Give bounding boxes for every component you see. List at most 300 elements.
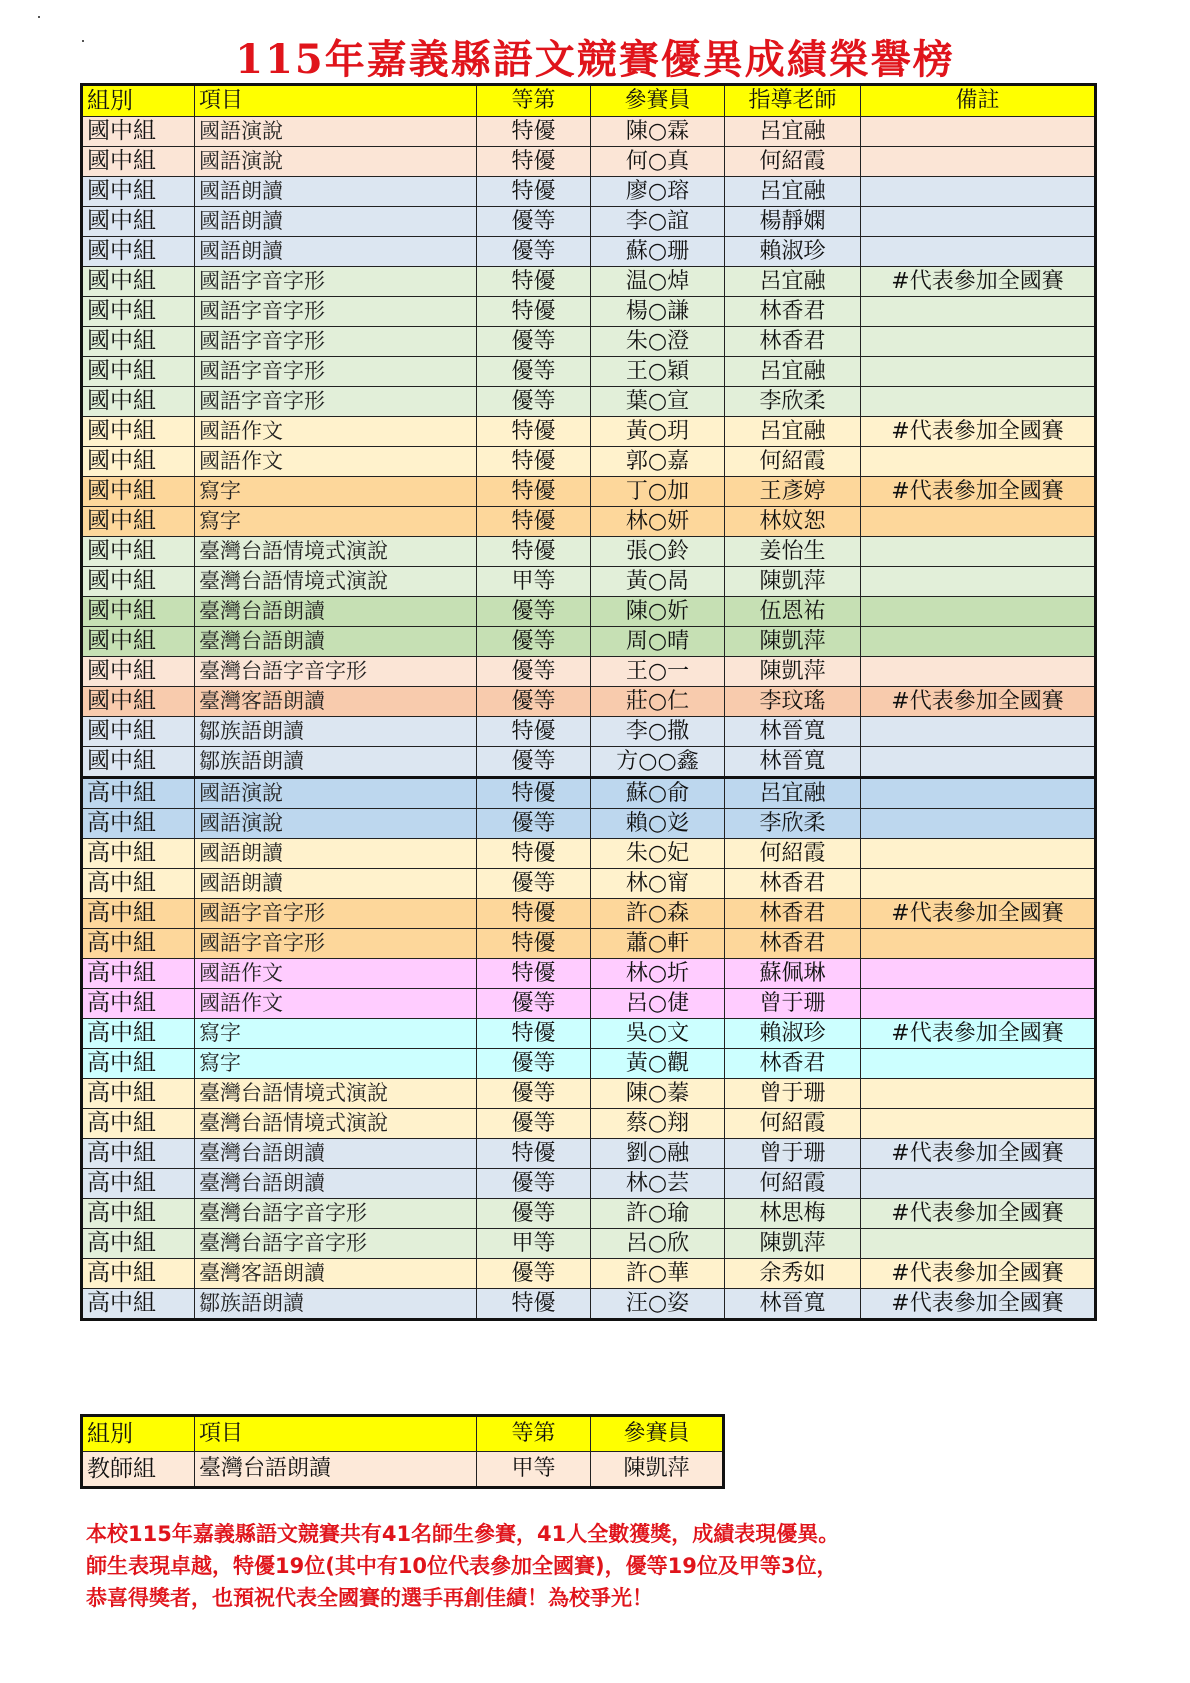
note-cell bbox=[861, 717, 1096, 747]
item-cell: 臺灣台語情境式演說 bbox=[195, 1079, 477, 1109]
note-cell: #代表參加全國賽 bbox=[861, 1019, 1096, 1049]
rank-cell: 優等 bbox=[477, 809, 591, 839]
table-header-row bbox=[82, 85, 1096, 117]
table-row bbox=[82, 597, 1096, 627]
group-cell: 高中組 bbox=[82, 899, 195, 929]
student-cell: 蘇○珊 bbox=[591, 237, 725, 267]
table-row bbox=[82, 1229, 1096, 1259]
rank-cell: 優等 bbox=[477, 1199, 591, 1229]
group-cell: 高中組 bbox=[82, 959, 195, 989]
item-cell: 臺灣客語朗讀 bbox=[195, 687, 477, 717]
note-cell bbox=[861, 447, 1096, 477]
note-cell bbox=[861, 537, 1096, 567]
teacher-cell: 林香君 bbox=[725, 1049, 861, 1079]
teacher-cell: 伍恩祐 bbox=[725, 597, 861, 627]
item-cell: 國語作文 bbox=[195, 959, 477, 989]
teacher-cell: 蘇佩琳 bbox=[725, 959, 861, 989]
rank-cell: 優等 bbox=[477, 747, 591, 778]
table-row bbox=[82, 477, 1096, 507]
teacher-group-table bbox=[80, 1414, 725, 1489]
student-cell: 方○○鑫 bbox=[591, 747, 725, 778]
note-cell bbox=[861, 1169, 1096, 1199]
group-cell: 國中組 bbox=[82, 207, 195, 237]
group-cell: 國中組 bbox=[82, 177, 195, 207]
student-cell: 陳○蓁 bbox=[591, 1079, 725, 1109]
group-cell: 國中組 bbox=[82, 357, 195, 387]
teacher-cell: 呂宜融 bbox=[725, 267, 861, 297]
student-cell: 林○妍 bbox=[591, 507, 725, 537]
item-cell: 臺灣台語字音字形 bbox=[195, 1199, 477, 1229]
student-cell: 丁○加 bbox=[591, 477, 725, 507]
rank-cell: 特優 bbox=[477, 177, 591, 207]
group-cell: 國中組 bbox=[82, 117, 195, 147]
teacher-cell: 呂宜融 bbox=[725, 778, 861, 809]
note-cell: #代表參加全國賽 bbox=[861, 267, 1096, 297]
item-cell: 臺灣客語朗讀 bbox=[195, 1259, 477, 1289]
rank-cell: 優等 bbox=[477, 687, 591, 717]
table-row bbox=[82, 147, 1096, 177]
scan-speck bbox=[38, 16, 40, 18]
rank-cell: 特優 bbox=[477, 267, 591, 297]
student-cell: 林○芸 bbox=[591, 1169, 725, 1199]
student-cell: 莊○仁 bbox=[591, 687, 725, 717]
teacher-cell: 呂宜融 bbox=[725, 357, 861, 387]
student-cell: 朱○妃 bbox=[591, 839, 725, 869]
table-row bbox=[82, 117, 1096, 147]
item-cell: 國語字音字形 bbox=[195, 327, 477, 357]
rank-cell: 優等 bbox=[477, 387, 591, 417]
note-cell bbox=[861, 237, 1096, 267]
table-row bbox=[82, 989, 1096, 1019]
teacher-cell: 林香君 bbox=[725, 327, 861, 357]
item-cell: 國語字音字形 bbox=[195, 899, 477, 929]
item-cell: 寫字 bbox=[195, 477, 477, 507]
note-cell: #代表參加全國賽 bbox=[861, 417, 1096, 447]
note-cell bbox=[861, 1109, 1096, 1139]
table-row bbox=[82, 1199, 1096, 1229]
rank-cell: 優等 bbox=[477, 207, 591, 237]
note-cell bbox=[861, 117, 1096, 147]
student-cell: 許○森 bbox=[591, 899, 725, 929]
note-cell bbox=[861, 869, 1096, 899]
group-cell: 國中組 bbox=[82, 417, 195, 447]
summary-line: 恭喜得獎者，也預祝代表全國賽的選手再創佳績！為校爭光！ bbox=[86, 1586, 653, 1610]
student-cell: 吳○文 bbox=[591, 1019, 725, 1049]
note-cell: #代表參加全國賽 bbox=[861, 899, 1096, 929]
rank-cell: 特優 bbox=[477, 1139, 591, 1169]
rank-cell: 特優 bbox=[477, 929, 591, 959]
teacher-cell: 林晉寬 bbox=[725, 747, 861, 778]
teacher-cell: 曾于珊 bbox=[725, 1139, 861, 1169]
item-cell: 國語作文 bbox=[195, 447, 477, 477]
group-cell: 國中組 bbox=[82, 447, 195, 477]
note-cell bbox=[861, 327, 1096, 357]
item-cell: 國語作文 bbox=[195, 989, 477, 1019]
student-cell: 温○焯 bbox=[591, 267, 725, 297]
note-cell bbox=[861, 929, 1096, 959]
teacher-cell: 林香君 bbox=[725, 929, 861, 959]
group-cell: 國中組 bbox=[82, 267, 195, 297]
rank-cell: 特優 bbox=[477, 839, 591, 869]
group-cell: 高中組 bbox=[82, 1169, 195, 1199]
note-cell bbox=[861, 959, 1096, 989]
student-cell: 廖○瑢 bbox=[591, 177, 725, 207]
student-cell: 蔡○翔 bbox=[591, 1109, 725, 1139]
table-row bbox=[82, 778, 1096, 809]
student-cell: 黃○觀 bbox=[591, 1049, 725, 1079]
table-row bbox=[82, 297, 1096, 327]
group-cell: 國中組 bbox=[82, 327, 195, 357]
item-cell: 國語朗讀 bbox=[195, 207, 477, 237]
teacher-cell: 姜怡生 bbox=[725, 537, 861, 567]
item-cell: 國語演說 bbox=[195, 809, 477, 839]
note-cell: #代表參加全國賽 bbox=[861, 1289, 1096, 1320]
table-row bbox=[82, 1289, 1096, 1320]
note-cell bbox=[861, 809, 1096, 839]
teacher-cell: 何紹霞 bbox=[725, 147, 861, 177]
table-row bbox=[82, 869, 1096, 899]
item-cell: 臺灣台語朗讀 bbox=[195, 1169, 477, 1199]
table-row bbox=[82, 537, 1096, 567]
table-row bbox=[82, 687, 1096, 717]
item-cell: 國語字音字形 bbox=[195, 929, 477, 959]
rank-cell: 特優 bbox=[477, 537, 591, 567]
table-row bbox=[82, 839, 1096, 869]
rank-cell: 特優 bbox=[477, 297, 591, 327]
group-cell: 高中組 bbox=[82, 1289, 195, 1320]
student-cell: 許○瑜 bbox=[591, 1199, 725, 1229]
item-cell: 鄒族語朗讀 bbox=[195, 747, 477, 778]
table-row bbox=[82, 657, 1096, 687]
student-cell: 林○圻 bbox=[591, 959, 725, 989]
table-row bbox=[82, 809, 1096, 839]
item-cell: 國語朗讀 bbox=[195, 839, 477, 869]
teacher-cell: 呂宜融 bbox=[725, 417, 861, 447]
group-cell: 高中組 bbox=[82, 809, 195, 839]
student-cell: 王○穎 bbox=[591, 357, 725, 387]
teacher-cell: 何紹霞 bbox=[725, 447, 861, 477]
rank-cell: 特優 bbox=[477, 447, 591, 477]
item-cell: 國語字音字形 bbox=[195, 267, 477, 297]
summary-text bbox=[86, 1518, 1146, 1614]
group-cell: 國中組 bbox=[82, 627, 195, 657]
table-row bbox=[82, 717, 1096, 747]
item-cell: 寫字 bbox=[195, 1049, 477, 1079]
rank-cell: 優等 bbox=[477, 357, 591, 387]
group-cell: 國中組 bbox=[82, 537, 195, 567]
group-cell: 高中組 bbox=[82, 1199, 195, 1229]
rank-cell: 優等 bbox=[477, 597, 591, 627]
teacher-cell: 李欣柔 bbox=[725, 387, 861, 417]
teacher-cell: 林香君 bbox=[725, 869, 861, 899]
table-row bbox=[82, 267, 1096, 297]
student-cell: 朱○澄 bbox=[591, 327, 725, 357]
note-cell bbox=[861, 567, 1096, 597]
note-cell: #代表參加全國賽 bbox=[861, 1259, 1096, 1289]
teacher-header-rank: 等第 bbox=[477, 1416, 591, 1452]
student-cell: 李○撒 bbox=[591, 717, 725, 747]
table-row bbox=[82, 959, 1096, 989]
student-cell: 陳○霖 bbox=[591, 117, 725, 147]
table-row bbox=[82, 747, 1096, 778]
item-cell: 臺灣台語情境式演說 bbox=[195, 1109, 477, 1139]
group-cell: 高中組 bbox=[82, 1229, 195, 1259]
item-cell: 臺灣台語字音字形 bbox=[195, 1229, 477, 1259]
table-row bbox=[82, 327, 1096, 357]
table-row bbox=[82, 507, 1096, 537]
teacher-cell: 何紹霞 bbox=[725, 1109, 861, 1139]
rank-cell: 特優 bbox=[477, 959, 591, 989]
group-cell: 國中組 bbox=[82, 747, 195, 778]
teacher-cell: 林妏恕 bbox=[725, 507, 861, 537]
teacher-item-cell: 臺灣台語朗讀 bbox=[195, 1452, 477, 1488]
item-cell: 國語演說 bbox=[195, 147, 477, 177]
teacher-header-item: 項目 bbox=[195, 1416, 477, 1452]
header-teacher: 指導老師 bbox=[725, 85, 861, 117]
group-cell: 國中組 bbox=[82, 657, 195, 687]
student-cell: 李○誼 bbox=[591, 207, 725, 237]
group-cell: 國中組 bbox=[82, 147, 195, 177]
header-rank: 等第 bbox=[477, 85, 591, 117]
rank-cell: 特優 bbox=[477, 717, 591, 747]
student-cell: 王○一 bbox=[591, 657, 725, 687]
student-cell: 張○鈴 bbox=[591, 537, 725, 567]
student-cell: 蘇○俞 bbox=[591, 778, 725, 809]
item-cell: 國語字音字形 bbox=[195, 297, 477, 327]
group-cell: 高中組 bbox=[82, 839, 195, 869]
table-row bbox=[82, 387, 1096, 417]
teacher-cell: 何紹霞 bbox=[725, 1169, 861, 1199]
item-cell: 國語演說 bbox=[195, 778, 477, 809]
group-cell: 國中組 bbox=[82, 717, 195, 747]
student-cell: 陳○妡 bbox=[591, 597, 725, 627]
table-row bbox=[82, 899, 1096, 929]
table-row bbox=[82, 627, 1096, 657]
item-cell: 國語朗讀 bbox=[195, 237, 477, 267]
rank-cell: 甲等 bbox=[477, 1229, 591, 1259]
rank-cell: 優等 bbox=[477, 627, 591, 657]
teacher-cell: 陳凱萍 bbox=[725, 1229, 861, 1259]
teacher-cell: 陳凱萍 bbox=[725, 627, 861, 657]
teacher-table-row bbox=[82, 1452, 724, 1488]
note-cell bbox=[861, 747, 1096, 778]
note-cell bbox=[861, 207, 1096, 237]
teacher-cell: 林香君 bbox=[725, 899, 861, 929]
header-item: 項目 bbox=[195, 85, 477, 117]
group-cell: 國中組 bbox=[82, 597, 195, 627]
header-student: 參賽員 bbox=[591, 85, 725, 117]
item-cell: 臺灣台語情境式演說 bbox=[195, 567, 477, 597]
group-cell: 高中組 bbox=[82, 1139, 195, 1169]
group-cell: 國中組 bbox=[82, 297, 195, 327]
rank-cell: 優等 bbox=[477, 237, 591, 267]
table-row bbox=[82, 929, 1096, 959]
summary-line: 師生表現卓越，特優19位(其中有10位代表參加全國賽)，優等19位及甲等3位， bbox=[86, 1554, 838, 1578]
table-row bbox=[82, 1259, 1096, 1289]
rank-cell: 甲等 bbox=[477, 567, 591, 597]
rank-cell: 優等 bbox=[477, 1109, 591, 1139]
rank-cell: 優等 bbox=[477, 1259, 591, 1289]
note-cell: #代表參加全國賽 bbox=[861, 687, 1096, 717]
table-row bbox=[82, 1139, 1096, 1169]
teacher-group-cell: 教師組 bbox=[82, 1452, 195, 1488]
teacher-cell: 呂宜融 bbox=[725, 177, 861, 207]
group-cell: 國中組 bbox=[82, 477, 195, 507]
teacher-participant-cell: 陳凱萍 bbox=[591, 1452, 724, 1488]
student-cell: 黃○玥 bbox=[591, 417, 725, 447]
student-cell: 許○華 bbox=[591, 1259, 725, 1289]
note-cell bbox=[861, 357, 1096, 387]
table-row bbox=[82, 567, 1096, 597]
note-cell bbox=[861, 177, 1096, 207]
group-cell: 國中組 bbox=[82, 387, 195, 417]
group-cell: 高中組 bbox=[82, 869, 195, 899]
table-row bbox=[82, 447, 1096, 477]
note-cell bbox=[861, 387, 1096, 417]
table-row bbox=[82, 417, 1096, 447]
item-cell: 臺灣台語字音字形 bbox=[195, 657, 477, 687]
item-cell: 鄒族語朗讀 bbox=[195, 1289, 477, 1320]
group-cell: 高中組 bbox=[82, 929, 195, 959]
item-cell: 國語朗讀 bbox=[195, 869, 477, 899]
rank-cell: 特優 bbox=[477, 117, 591, 147]
table-row bbox=[82, 1019, 1096, 1049]
honor-roll-table bbox=[80, 83, 1097, 1321]
note-cell bbox=[861, 1229, 1096, 1259]
student-cell: 汪○姿 bbox=[591, 1289, 725, 1320]
group-cell: 高中組 bbox=[82, 1109, 195, 1139]
group-cell: 高中組 bbox=[82, 1049, 195, 1079]
teacher-cell: 何紹霞 bbox=[725, 839, 861, 869]
rank-cell: 優等 bbox=[477, 327, 591, 357]
note-cell bbox=[861, 627, 1096, 657]
teacher-cell: 李玟瑤 bbox=[725, 687, 861, 717]
header-note: 備註 bbox=[861, 85, 1096, 117]
student-cell: 林○甯 bbox=[591, 869, 725, 899]
note-cell: #代表參加全國賽 bbox=[861, 477, 1096, 507]
table-row bbox=[82, 1049, 1096, 1079]
teacher-cell: 陳凱萍 bbox=[725, 567, 861, 597]
note-cell bbox=[861, 597, 1096, 627]
table-row bbox=[82, 1169, 1096, 1199]
teacher-header-group: 組別 bbox=[82, 1416, 195, 1452]
student-cell: 呂○欣 bbox=[591, 1229, 725, 1259]
teacher-cell: 陳凱萍 bbox=[725, 657, 861, 687]
item-cell: 寫字 bbox=[195, 507, 477, 537]
student-cell: 周○晴 bbox=[591, 627, 725, 657]
note-cell bbox=[861, 1079, 1096, 1109]
teacher-cell: 呂宜融 bbox=[725, 117, 861, 147]
item-cell: 臺灣台語朗讀 bbox=[195, 597, 477, 627]
student-cell: 楊○謙 bbox=[591, 297, 725, 327]
student-cell: 何○真 bbox=[591, 147, 725, 177]
rank-cell: 優等 bbox=[477, 989, 591, 1019]
group-cell: 高中組 bbox=[82, 778, 195, 809]
table-row bbox=[82, 207, 1096, 237]
item-cell: 國語字音字形 bbox=[195, 387, 477, 417]
item-cell: 鄒族語朗讀 bbox=[195, 717, 477, 747]
student-cell: 葉○宣 bbox=[591, 387, 725, 417]
teacher-cell: 余秀如 bbox=[725, 1259, 861, 1289]
note-cell bbox=[861, 839, 1096, 869]
item-cell: 國語演說 bbox=[195, 117, 477, 147]
teacher-cell: 林思梅 bbox=[725, 1199, 861, 1229]
group-cell: 高中組 bbox=[82, 1259, 195, 1289]
item-cell: 國語字音字形 bbox=[195, 357, 477, 387]
rank-cell: 優等 bbox=[477, 869, 591, 899]
summary-line: 本校115年嘉義縣語文競賽共有41名師生參賽，41人全數獲獎，成績表現優異。 bbox=[86, 1522, 840, 1546]
group-cell: 高中組 bbox=[82, 989, 195, 1019]
table-row bbox=[82, 1079, 1096, 1109]
note-cell bbox=[861, 1049, 1096, 1079]
rank-cell: 特優 bbox=[477, 477, 591, 507]
group-cell: 國中組 bbox=[82, 687, 195, 717]
student-cell: 郭○嘉 bbox=[591, 447, 725, 477]
student-cell: 劉○融 bbox=[591, 1139, 725, 1169]
note-cell bbox=[861, 989, 1096, 1019]
item-cell: 國語朗讀 bbox=[195, 177, 477, 207]
teacher-cell: 林晉寬 bbox=[725, 717, 861, 747]
item-cell: 寫字 bbox=[195, 1019, 477, 1049]
header-group: 組別 bbox=[82, 85, 195, 117]
rank-cell: 特優 bbox=[477, 1289, 591, 1320]
teacher-cell: 曾于珊 bbox=[725, 1079, 861, 1109]
item-cell: 國語作文 bbox=[195, 417, 477, 447]
student-cell: 呂○倢 bbox=[591, 989, 725, 1019]
page-title: 115年嘉義縣語文競賽優異成績榮譽榜 bbox=[235, 36, 955, 83]
teacher-cell: 曾于珊 bbox=[725, 989, 861, 1019]
table-row bbox=[82, 1109, 1096, 1139]
note-cell bbox=[861, 778, 1096, 809]
teacher-cell: 林香君 bbox=[725, 297, 861, 327]
rank-cell: 優等 bbox=[477, 657, 591, 687]
note-cell bbox=[861, 147, 1096, 177]
note-cell: #代表參加全國賽 bbox=[861, 1199, 1096, 1229]
group-cell: 國中組 bbox=[82, 237, 195, 267]
group-cell: 高中組 bbox=[82, 1079, 195, 1109]
teacher-cell: 楊靜嫻 bbox=[725, 207, 861, 237]
student-cell: 賴○彣 bbox=[591, 809, 725, 839]
group-cell: 高中組 bbox=[82, 1019, 195, 1049]
teacher-table-header-row bbox=[82, 1416, 724, 1452]
rank-cell: 優等 bbox=[477, 1079, 591, 1109]
student-cell: 黃○晑 bbox=[591, 567, 725, 597]
rank-cell: 特優 bbox=[477, 417, 591, 447]
note-cell bbox=[861, 297, 1096, 327]
table-row bbox=[82, 237, 1096, 267]
teacher-cell: 王彥婷 bbox=[725, 477, 861, 507]
teacher-cell: 林晉寬 bbox=[725, 1289, 861, 1320]
item-cell: 臺灣台語朗讀 bbox=[195, 627, 477, 657]
teacher-cell: 賴淑珍 bbox=[725, 1019, 861, 1049]
rank-cell: 特優 bbox=[477, 1019, 591, 1049]
note-cell bbox=[861, 657, 1096, 687]
note-cell: #代表參加全國賽 bbox=[861, 1139, 1096, 1169]
item-cell: 臺灣台語情境式演說 bbox=[195, 537, 477, 567]
note-cell bbox=[861, 507, 1096, 537]
item-cell: 臺灣台語朗讀 bbox=[195, 1139, 477, 1169]
rank-cell: 特優 bbox=[477, 147, 591, 177]
table-row bbox=[82, 357, 1096, 387]
rank-cell: 優等 bbox=[477, 1049, 591, 1079]
rank-cell: 優等 bbox=[477, 1169, 591, 1199]
teacher-header-participant: 參賽員 bbox=[591, 1416, 724, 1452]
rank-cell: 特優 bbox=[477, 899, 591, 929]
teacher-cell: 李欣柔 bbox=[725, 809, 861, 839]
group-cell: 國中組 bbox=[82, 507, 195, 537]
student-cell: 蕭○軒 bbox=[591, 929, 725, 959]
table-row bbox=[82, 177, 1096, 207]
